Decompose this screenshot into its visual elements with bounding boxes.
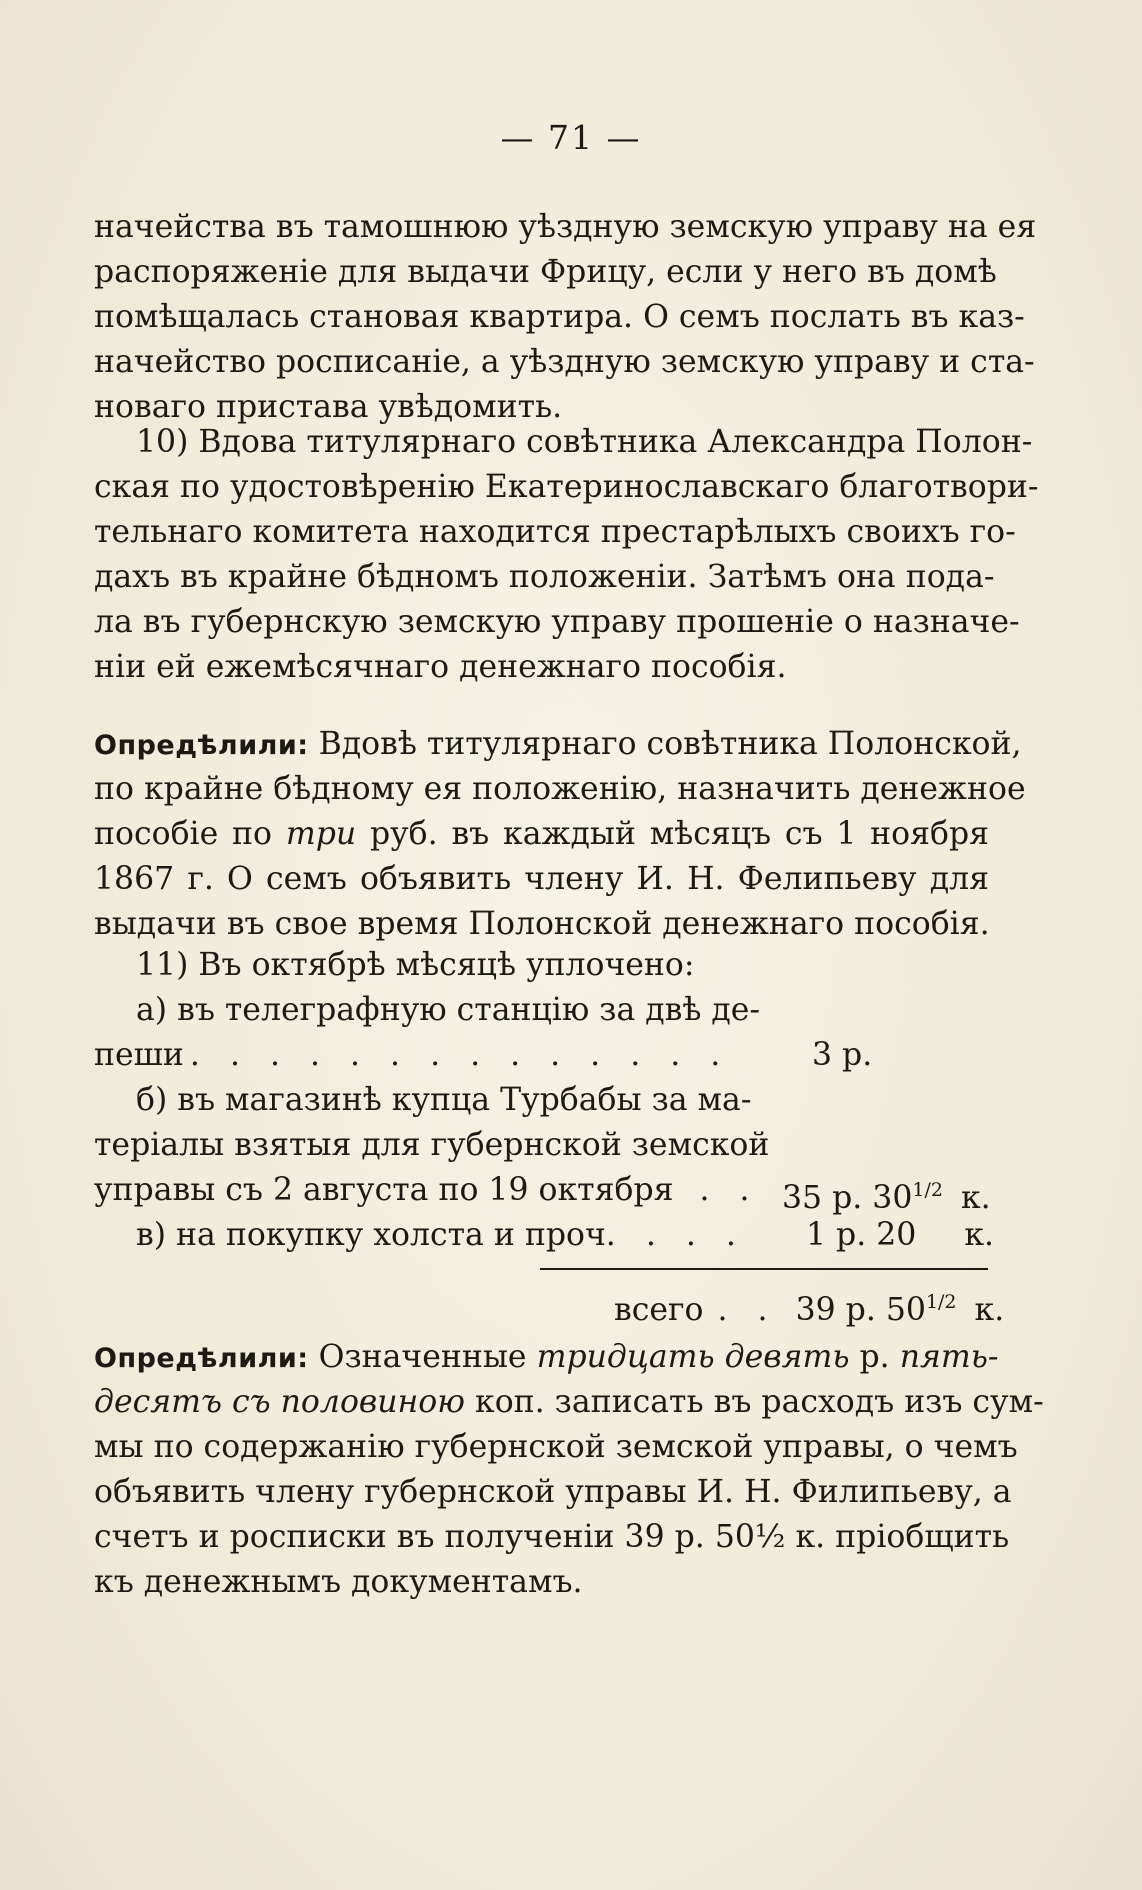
paragraph-11-intro: 11) Въ октябрѣ мѣсяцѣ уплочено: bbox=[136, 947, 695, 983]
item-c-line: в) на покупку холста и проч. . . . bbox=[136, 1217, 746, 1253]
text-line: тельнаго комитета находится престарѣлыхъ своихъ го- bbox=[94, 514, 1016, 550]
item-a-amount: 3 р. bbox=[812, 1037, 873, 1073]
item-b-amount: 35 р. $30^{1/2}$ к. bbox=[782, 1179, 991, 1216]
text-line: Опредѣлили: Означенные тридцать девять р. пять- bbox=[94, 1339, 999, 1375]
text-line: 10) Вдова титулярнаго совѣтника Александра Полон- bbox=[136, 424, 1033, 460]
text-line: 1867 г. О семъ объявить члену И. Н. Фелипьеву для bbox=[94, 861, 989, 897]
text-line: начейства въ тамошнюю уѣздную земскую управу на ея bbox=[94, 209, 1037, 245]
text-line: къ денежнымъ документамъ. bbox=[94, 1564, 583, 1600]
paragraph-continuation bbox=[94, 205, 1037, 430]
text-line: начейство росписаніе, а уѣздную земскую управу и ста- bbox=[94, 344, 1035, 380]
text-line: ніи ей ежемѣсячнаго денежнаго пособія. bbox=[94, 649, 787, 685]
paragraph-10 bbox=[94, 420, 1039, 690]
text-line: десятъ съ половиною коп. записать въ расходъ изъ сум- bbox=[94, 1384, 1044, 1420]
text-line: ла въ губернскую земскую управу прошеніе о назначе- bbox=[94, 604, 1020, 640]
text-line: мы по содержанію губернской земской управы, о чемъ bbox=[94, 1429, 1018, 1465]
page-number: — 71 — bbox=[500, 118, 642, 157]
text-line: объявить члену губернской управы И. Н. Филипьеву, а bbox=[94, 1474, 1012, 1510]
item-c-amount: 1 р. 20 к. bbox=[806, 1217, 995, 1253]
text-line: дахъ въ крайне бѣдномъ положеніи. Затѣмъ она пода- bbox=[94, 559, 995, 595]
total-rule bbox=[540, 1268, 988, 1270]
text-line: пособіе по три руб. въ каждый мѣсяцъ съ 1 ноября bbox=[94, 816, 989, 852]
text-line: Опредѣлили: Вдовѣ титулярнаго совѣтника Полонской, bbox=[94, 726, 1022, 762]
resolution-label: Опредѣлили: bbox=[94, 730, 309, 761]
text-line: новаго пристава увѣдомить. bbox=[94, 389, 563, 425]
item-b-line3: управы съ 2 августа по 19 октября . . bbox=[94, 1172, 760, 1208]
text-line: ская по удостовѣренію Екатеринославскаго благотвори- bbox=[94, 469, 1039, 505]
resolution-2 bbox=[94, 1335, 1044, 1605]
item-a-line2: пеши . . . . . . . . . . . . . . bbox=[94, 1037, 731, 1073]
total-row: всего . . 39 р. $50^{1/2}$ к. bbox=[614, 1291, 1005, 1328]
item-a-line1: а) въ телеграфную станцію за двѣ де- bbox=[136, 992, 761, 1028]
text-line: выдачи въ свое время Полонской денежнаго пособія. bbox=[94, 906, 990, 942]
resolution-label: Опредѣлили: bbox=[94, 1343, 309, 1374]
text-line: счетъ и росписки въ полученіи 39 р. 50½ к. пріобщить bbox=[94, 1519, 1010, 1555]
resolution-1 bbox=[94, 722, 1026, 947]
item-b-line1: б) въ магазинѣ купца Турбабы за ма- bbox=[136, 1082, 752, 1118]
text-line: по крайне бѣдному ея положенію, назначить денежное bbox=[94, 771, 1026, 807]
text-line: помѣщалась становая квартира. О семъ послать въ каз- bbox=[94, 299, 1025, 335]
item-b-line2: теріалы взятыя для губернской земской bbox=[94, 1127, 770, 1163]
text-line: распоряженіе для выдачи Фрицу, если у него въ домѣ bbox=[94, 254, 997, 290]
